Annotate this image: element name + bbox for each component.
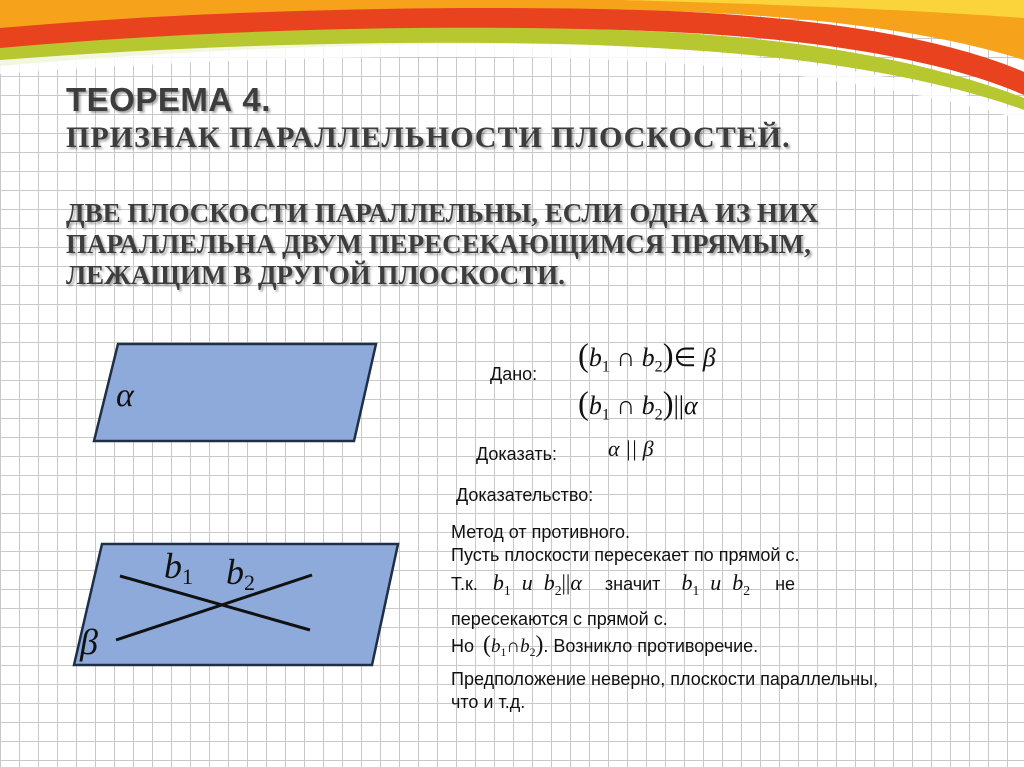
plane-beta-label: β <box>80 622 98 662</box>
proof-line-1: Метод от противного. <box>451 522 630 542</box>
given-condition-1: ($b_1$ ∩ $b_2)\in$ β <box>578 338 716 376</box>
slide-title <box>66 80 986 156</box>
statement-line-1: ДВЕ ПЛОСКОСТИ ПАРАЛЛЕЛЬНЫ, ЕСЛИ ОДНА ИЗ НИХ <box>66 198 819 228</box>
plane-alpha-label: α <box>116 377 134 414</box>
theorem-statement <box>66 198 946 291</box>
theorem-number: ТЕОРЕМА 4. <box>66 81 271 118</box>
proof-line-3: Т.к. $b_1$ и $b_2||\alpha$ значит $b_1$ и $b_2$ не <box>451 570 796 598</box>
prove-label: Доказать: <box>476 444 557 464</box>
line-b1-label: b1 <box>164 546 193 589</box>
proof-line-5: Но $(b_1\cap b_2)$. Возникло противоречие. <box>451 632 759 660</box>
statement-line-2: ПАРАЛЛЕЛЬНА ДВУМ ПЕРЕСЕКАЮЩИМСЯ ПРЯМЫМ, <box>66 229 811 259</box>
proof-line-7: что и т.д. <box>451 691 526 712</box>
line-b2-label: b2 <box>226 552 255 595</box>
given-condition-2: ($b_1$ ∩ $b_2)||\alpha$ <box>578 386 698 424</box>
prove-expression: α || β <box>608 436 654 461</box>
given-label: Дано: <box>490 364 538 384</box>
proof-line-2: Пусть плоскости пересекает по прямой с. <box>451 544 800 565</box>
proof-label: Доказательство: <box>456 485 594 505</box>
plane-alpha-figure <box>88 338 384 448</box>
proof-body <box>451 521 1016 713</box>
theorem-name: ПРИЗНАК ПАРАЛЛЕЛЬНОСТИ ПЛОСКОСТЕЙ. <box>66 121 791 154</box>
plane-beta-figure <box>68 538 404 670</box>
plane-alpha <box>94 344 376 441</box>
proof-line-6: Предположение неверно, плоскости параллельны, <box>451 669 879 690</box>
proof-line-4: пересекаются с прямой с. <box>451 608 668 629</box>
statement-line-3: ЛЕЖАЩИМ В ДРУГОЙ ПЛОСКОСТИ. <box>66 260 565 290</box>
